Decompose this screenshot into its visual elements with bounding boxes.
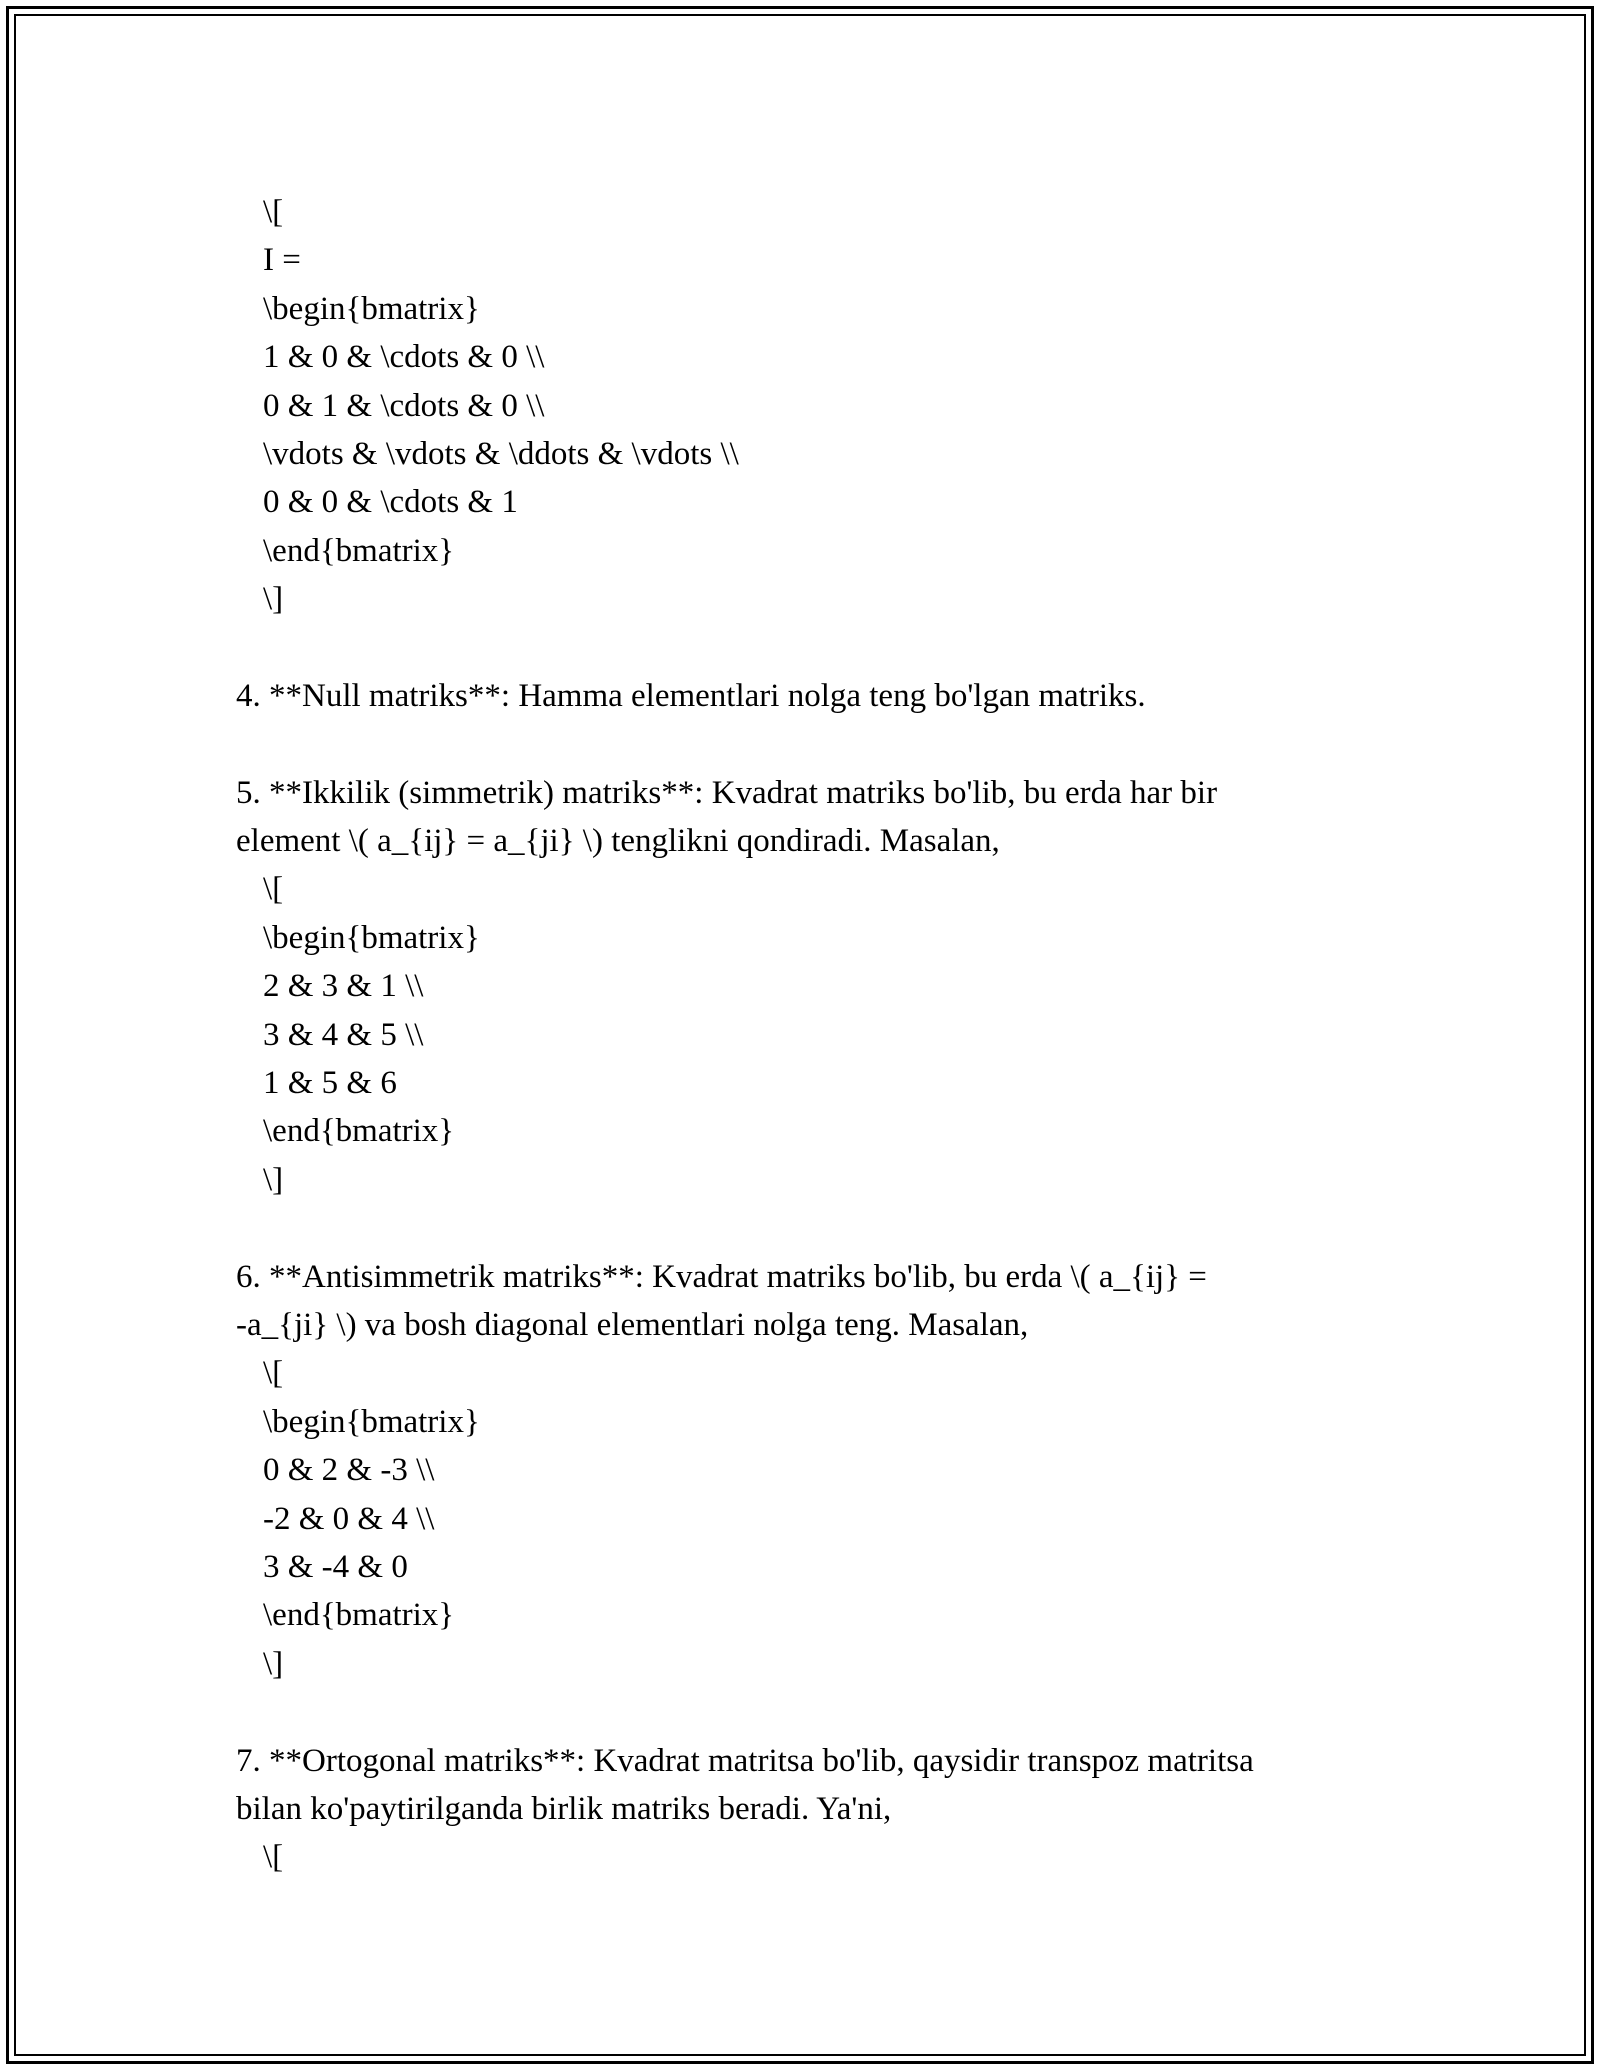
latex-line: \] — [263, 581, 284, 618]
latex-line: \end{bmatrix} — [263, 532, 455, 569]
latex-line: \[ — [263, 1839, 284, 1876]
latex-line: \] — [263, 1161, 284, 1198]
latex-line: \end{bmatrix} — [263, 1597, 455, 1634]
latex-line: -2 & 0 & 4 \\ — [263, 1500, 435, 1537]
latex-line: I = — [263, 242, 301, 279]
latex-line: \[ — [263, 871, 284, 908]
paragraph-line: 4. **Null matriks**: Hamma elementlari nolga teng bo'lgan matriks. — [236, 677, 1146, 714]
latex-line: \[ — [263, 1355, 284, 1392]
blank-line — [236, 624, 1396, 672]
paragraph-line: 5. **Ikkilik (simmetrik) matriks**: Kvadrat matriks bo'lib, bu erda har bir — [236, 774, 1218, 811]
paragraph-line: bilan ko'paytirilganda birlik matriks beradi. Ya'ni, — [236, 1790, 892, 1827]
latex-line: \vdots & \vdots & \ddots & \vdots \\ — [263, 435, 739, 472]
latex-line: 1 & 0 & \cdots & 0 \\ — [263, 339, 545, 376]
blank-line — [236, 1688, 1396, 1736]
latex-line: 0 & 0 & \cdots & 1 — [263, 484, 518, 521]
paragraph-line: 6. **Antisimmetrik matriks**: Kvadrat matriks bo'lib, bu erda \( a_{ij} = — [236, 1258, 1207, 1295]
blank-line — [236, 720, 1396, 768]
latex-line: 3 & -4 & 0 — [263, 1548, 408, 1585]
latex-line: \] — [263, 1645, 284, 1682]
paragraph-line: -a_{ji} \) va bosh diagonal elementlari nolga teng. Masalan, — [236, 1306, 1029, 1343]
latex-line: \begin{bmatrix} — [263, 1403, 480, 1440]
latex-line: \[ — [263, 194, 284, 230]
blank-line — [236, 1204, 1396, 1252]
latex-line: 0 & 2 & -3 \\ — [263, 1452, 435, 1489]
document-body — [236, 188, 1396, 1882]
latex-line: \end{bmatrix} — [263, 1113, 455, 1150]
paragraph-line: element \( a_{ij} = a_{ji} \) tenglikni qondiradi. Masalan, — [236, 823, 1000, 860]
latex-line: \begin{bmatrix} — [263, 919, 480, 956]
latex-line: 1 & 5 & 6 — [263, 1065, 397, 1102]
paragraph-line: 7. **Ortogonal matriks**: Kvadrat matritsa bo'lib, qaysidir transpoz matritsa — [236, 1742, 1254, 1779]
latex-line: \begin{bmatrix} — [263, 290, 480, 327]
latex-line: 2 & 3 & 1 \\ — [263, 968, 424, 1005]
latex-line: 0 & 1 & \cdots & 0 \\ — [263, 387, 545, 424]
latex-line: 3 & 4 & 5 \\ — [263, 1016, 424, 1053]
